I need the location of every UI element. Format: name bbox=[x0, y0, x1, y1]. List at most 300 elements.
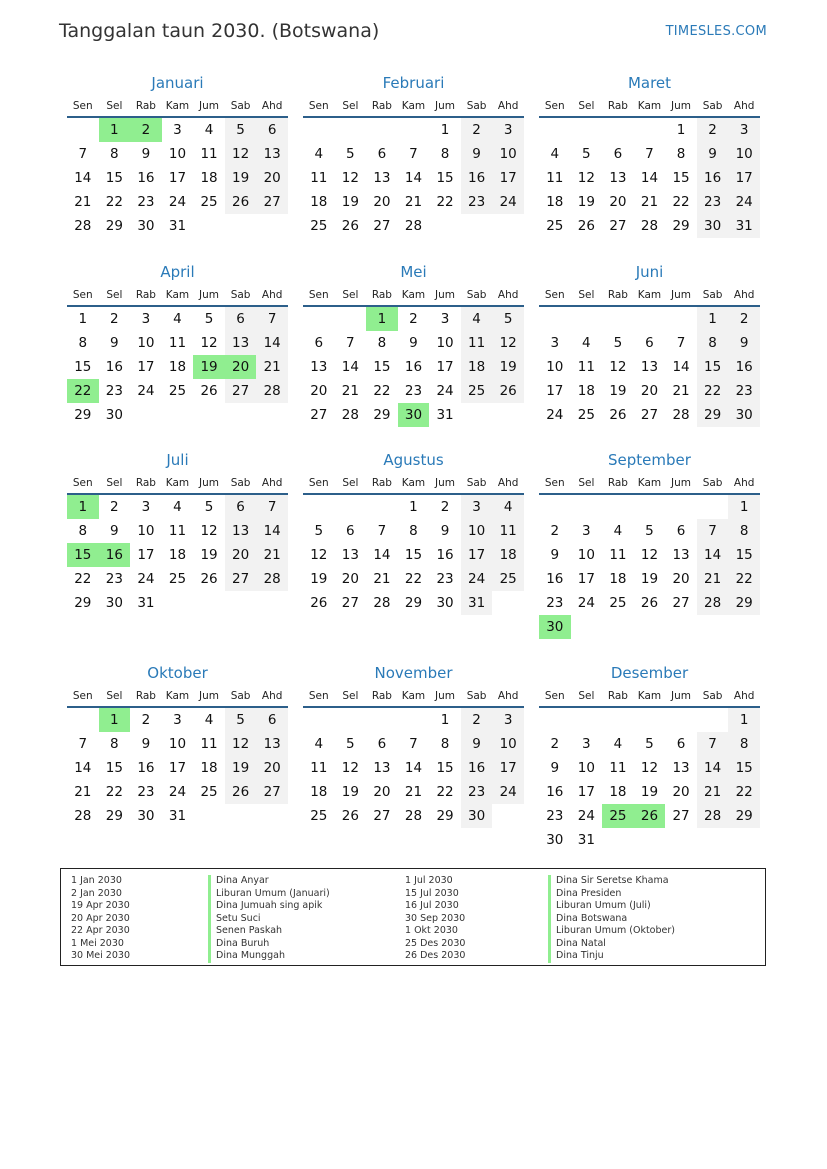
day-cell[interactable]: 5 bbox=[582, 146, 591, 162]
day-cell[interactable]: 21 bbox=[373, 571, 391, 587]
day-cell[interactable]: 29 bbox=[74, 595, 92, 611]
day-cell[interactable]: 13 bbox=[373, 760, 391, 776]
day-cell[interactable]: 5 bbox=[346, 146, 355, 162]
day-cell[interactable]: 22 bbox=[728, 780, 760, 804]
day-cell[interactable]: 20 bbox=[256, 756, 288, 780]
day-cell[interactable]: 29 bbox=[728, 804, 760, 828]
day-cell[interactable]: 23 bbox=[105, 571, 123, 587]
day-cell[interactable]: 10 bbox=[168, 146, 187, 162]
day-cell[interactable]: 4 bbox=[461, 307, 493, 331]
day-cell[interactable]: 21 bbox=[74, 784, 92, 800]
day-cell[interactable]: 11 bbox=[168, 523, 187, 539]
day-cell[interactable]: 3 bbox=[141, 499, 151, 515]
day-cell[interactable]: 16 bbox=[436, 547, 454, 563]
day-cell[interactable]: 1 bbox=[728, 708, 760, 732]
day-cell[interactable]: 3 bbox=[492, 118, 524, 142]
day-cell[interactable]: 11 bbox=[577, 359, 595, 375]
day-cell[interactable]: 13 bbox=[640, 359, 659, 375]
day-cell[interactable]: 12 bbox=[200, 335, 218, 351]
day-cell[interactable]: 22 bbox=[74, 571, 92, 587]
day-cell[interactable]: 23 bbox=[404, 383, 423, 399]
day-cell[interactable]: 28 bbox=[256, 567, 288, 591]
day-cell[interactable]: 3 bbox=[461, 495, 493, 519]
day-cell[interactable]: 22 bbox=[105, 784, 123, 800]
holiday-day-cell[interactable]: 20 bbox=[225, 355, 257, 379]
day-cell[interactable]: 23 bbox=[436, 571, 454, 587]
day-cell[interactable]: 10 bbox=[492, 142, 524, 166]
day-cell[interactable]: 4 bbox=[173, 499, 182, 515]
day-cell[interactable]: 7 bbox=[256, 495, 288, 519]
day-cell[interactable]: 19 bbox=[609, 383, 627, 399]
day-cell[interactable]: 7 bbox=[256, 307, 288, 331]
day-cell[interactable]: 23 bbox=[546, 595, 564, 611]
day-cell[interactable]: 11 bbox=[168, 335, 187, 351]
day-cell[interactable]: 4 bbox=[550, 146, 560, 162]
day-cell[interactable]: 11 bbox=[310, 760, 328, 776]
day-cell[interactable]: 8 bbox=[440, 146, 450, 162]
day-cell[interactable]: 16 bbox=[137, 170, 155, 186]
day-cell[interactable]: 22 bbox=[672, 194, 690, 210]
day-cell[interactable]: 30 bbox=[728, 403, 760, 427]
day-cell[interactable]: 17 bbox=[168, 760, 187, 776]
day-cell[interactable]: 21 bbox=[672, 383, 690, 399]
day-cell[interactable]: 3 bbox=[173, 122, 182, 138]
day-cell[interactable]: 1 bbox=[697, 307, 729, 331]
day-cell[interactable]: 28 bbox=[640, 218, 659, 234]
day-cell[interactable]: 31 bbox=[137, 595, 155, 611]
day-cell[interactable]: 12 bbox=[640, 760, 659, 776]
day-cell[interactable]: 12 bbox=[609, 359, 627, 375]
day-cell[interactable]: 12 bbox=[341, 760, 359, 776]
day-cell[interactable]: 28 bbox=[672, 407, 690, 423]
day-cell[interactable]: 20 bbox=[609, 194, 627, 210]
day-cell[interactable]: 28 bbox=[404, 218, 423, 234]
day-cell[interactable]: 8 bbox=[440, 736, 450, 752]
day-cell[interactable]: 24 bbox=[577, 808, 595, 824]
day-cell[interactable]: 11 bbox=[546, 170, 564, 186]
day-cell[interactable]: 29 bbox=[697, 403, 729, 427]
day-cell[interactable]: 29 bbox=[105, 218, 123, 234]
day-cell[interactable]: 22 bbox=[697, 379, 729, 403]
day-cell[interactable]: 28 bbox=[373, 595, 391, 611]
day-cell[interactable]: 8 bbox=[728, 519, 760, 543]
day-cell[interactable]: 12 bbox=[200, 523, 218, 539]
holiday-day-cell[interactable]: 1 bbox=[67, 495, 99, 519]
day-cell[interactable]: 8 bbox=[110, 146, 119, 162]
day-cell[interactable]: 7 bbox=[697, 519, 729, 543]
day-cell[interactable]: 9 bbox=[550, 547, 560, 563]
day-cell[interactable]: 21 bbox=[256, 543, 288, 567]
day-cell[interactable]: 14 bbox=[74, 170, 92, 186]
day-cell[interactable]: 1 bbox=[409, 499, 418, 515]
day-cell[interactable]: 7 bbox=[697, 732, 729, 756]
day-cell[interactable]: 21 bbox=[404, 784, 423, 800]
day-cell[interactable]: 27 bbox=[640, 407, 659, 423]
day-cell[interactable]: 5 bbox=[225, 118, 257, 142]
day-cell[interactable]: 24 bbox=[168, 784, 187, 800]
day-cell[interactable]: 4 bbox=[173, 311, 182, 327]
day-cell[interactable]: 15 bbox=[373, 359, 391, 375]
day-cell[interactable]: 7 bbox=[346, 335, 355, 351]
day-cell[interactable]: 8 bbox=[409, 523, 418, 539]
day-cell[interactable]: 3 bbox=[492, 708, 524, 732]
day-cell[interactable]: 29 bbox=[672, 218, 690, 234]
day-cell[interactable]: 3 bbox=[141, 311, 151, 327]
day-cell[interactable]: 28 bbox=[256, 379, 288, 403]
day-cell[interactable]: 29 bbox=[436, 808, 454, 824]
day-cell[interactable]: 8 bbox=[110, 736, 119, 752]
day-cell[interactable]: 1 bbox=[440, 712, 450, 728]
day-cell[interactable]: 6 bbox=[676, 523, 686, 539]
day-cell[interactable]: 2 bbox=[550, 523, 560, 539]
day-cell[interactable]: 18 bbox=[310, 784, 328, 800]
day-cell[interactable]: 25 bbox=[492, 567, 524, 591]
day-cell[interactable]: 24 bbox=[728, 190, 760, 214]
day-cell[interactable]: 25 bbox=[200, 194, 218, 210]
day-cell[interactable]: 10 bbox=[436, 335, 454, 351]
day-cell[interactable]: 14 bbox=[74, 760, 92, 776]
day-cell[interactable]: 11 bbox=[492, 519, 524, 543]
day-cell[interactable]: 4 bbox=[492, 495, 524, 519]
day-cell[interactable]: 25 bbox=[461, 379, 493, 403]
day-cell[interactable]: 15 bbox=[436, 760, 454, 776]
day-cell[interactable]: 6 bbox=[225, 307, 257, 331]
day-cell[interactable]: 16 bbox=[546, 784, 564, 800]
day-cell[interactable]: 5 bbox=[492, 307, 524, 331]
day-cell[interactable]: 15 bbox=[74, 359, 92, 375]
day-cell[interactable]: 22 bbox=[436, 784, 454, 800]
day-cell[interactable]: 8 bbox=[676, 146, 686, 162]
day-cell[interactable]: 14 bbox=[697, 543, 729, 567]
day-cell[interactable]: 7 bbox=[78, 146, 88, 162]
day-cell[interactable]: 30 bbox=[461, 804, 493, 828]
day-cell[interactable]: 15 bbox=[404, 547, 423, 563]
day-cell[interactable]: 7 bbox=[377, 523, 387, 539]
day-cell[interactable]: 20 bbox=[672, 784, 690, 800]
day-cell[interactable]: 24 bbox=[137, 383, 155, 399]
day-cell[interactable]: 16 bbox=[697, 166, 729, 190]
day-cell[interactable]: 7 bbox=[409, 146, 418, 162]
day-cell[interactable]: 6 bbox=[256, 708, 288, 732]
day-cell[interactable]: 18 bbox=[577, 383, 595, 399]
day-cell[interactable]: 31 bbox=[577, 832, 595, 848]
day-cell[interactable]: 27 bbox=[256, 190, 288, 214]
day-cell[interactable]: 29 bbox=[373, 407, 391, 423]
holiday-day-cell[interactable]: 16 bbox=[99, 543, 131, 567]
day-cell[interactable]: 19 bbox=[225, 166, 257, 190]
day-cell[interactable]: 26 bbox=[609, 407, 627, 423]
day-cell[interactable]: 4 bbox=[613, 523, 623, 539]
day-cell[interactable]: 13 bbox=[373, 170, 391, 186]
day-cell[interactable]: 19 bbox=[341, 194, 359, 210]
day-cell[interactable]: 26 bbox=[640, 595, 659, 611]
day-cell[interactable]: 18 bbox=[310, 194, 328, 210]
day-cell[interactable]: 14 bbox=[341, 359, 359, 375]
day-cell[interactable]: 20 bbox=[373, 784, 391, 800]
day-cell[interactable]: 20 bbox=[310, 383, 328, 399]
day-cell[interactable]: 10 bbox=[728, 142, 760, 166]
day-cell[interactable]: 15 bbox=[728, 543, 760, 567]
holiday-day-cell[interactable]: 15 bbox=[67, 543, 99, 567]
day-cell[interactable]: 10 bbox=[137, 335, 155, 351]
day-cell[interactable]: 24 bbox=[492, 780, 524, 804]
day-cell[interactable]: 26 bbox=[225, 190, 257, 214]
day-cell[interactable]: 24 bbox=[168, 194, 187, 210]
holiday-day-cell[interactable]: 1 bbox=[99, 118, 131, 142]
day-cell[interactable]: 31 bbox=[168, 808, 187, 824]
day-cell[interactable]: 23 bbox=[697, 190, 729, 214]
day-cell[interactable]: 20 bbox=[640, 383, 659, 399]
day-cell[interactable]: 23 bbox=[137, 784, 155, 800]
day-cell[interactable]: 5 bbox=[204, 499, 214, 515]
day-cell[interactable]: 30 bbox=[546, 832, 564, 848]
day-cell[interactable]: 12 bbox=[310, 547, 328, 563]
day-cell[interactable]: 15 bbox=[105, 170, 123, 186]
day-cell[interactable]: 26 bbox=[200, 383, 218, 399]
day-cell[interactable]: 13 bbox=[225, 519, 257, 543]
day-cell[interactable]: 18 bbox=[609, 571, 627, 587]
day-cell[interactable]: 24 bbox=[546, 407, 564, 423]
day-cell[interactable]: 18 bbox=[168, 547, 187, 563]
day-cell[interactable]: 30 bbox=[697, 214, 729, 238]
day-cell[interactable]: 18 bbox=[461, 355, 493, 379]
day-cell[interactable]: 14 bbox=[697, 756, 729, 780]
day-cell[interactable]: 4 bbox=[204, 712, 214, 728]
day-cell[interactable]: 4 bbox=[314, 736, 324, 752]
day-cell[interactable]: 6 bbox=[377, 146, 387, 162]
day-cell[interactable]: 5 bbox=[645, 523, 654, 539]
day-cell[interactable]: 30 bbox=[137, 218, 155, 234]
day-cell[interactable]: 26 bbox=[577, 218, 595, 234]
day-cell[interactable]: 27 bbox=[310, 407, 328, 423]
day-cell[interactable]: 26 bbox=[200, 571, 218, 587]
day-cell[interactable]: 3 bbox=[440, 311, 450, 327]
day-cell[interactable]: 8 bbox=[728, 732, 760, 756]
day-cell[interactable]: 19 bbox=[640, 784, 659, 800]
day-cell[interactable]: 8 bbox=[377, 335, 387, 351]
day-cell[interactable]: 20 bbox=[373, 194, 391, 210]
day-cell[interactable]: 22 bbox=[436, 194, 454, 210]
day-cell[interactable]: 2 bbox=[110, 311, 119, 327]
day-cell[interactable]: 28 bbox=[697, 591, 729, 615]
day-cell[interactable]: 18 bbox=[609, 784, 627, 800]
day-cell[interactable]: 24 bbox=[461, 567, 493, 591]
day-cell[interactable]: 27 bbox=[225, 379, 257, 403]
day-cell[interactable]: 27 bbox=[373, 808, 391, 824]
day-cell[interactable]: 9 bbox=[110, 335, 119, 351]
day-cell[interactable]: 14 bbox=[256, 331, 288, 355]
day-cell[interactable]: 16 bbox=[404, 359, 423, 375]
day-cell[interactable]: 13 bbox=[256, 732, 288, 756]
day-cell[interactable]: 25 bbox=[200, 784, 218, 800]
day-cell[interactable]: 17 bbox=[436, 359, 454, 375]
day-cell[interactable]: 2 bbox=[461, 708, 493, 732]
holiday-day-cell[interactable]: 22 bbox=[67, 379, 99, 403]
holiday-day-cell[interactable]: 19 bbox=[193, 355, 225, 379]
day-cell[interactable]: 24 bbox=[577, 595, 595, 611]
day-cell[interactable]: 31 bbox=[461, 591, 493, 615]
day-cell[interactable]: 19 bbox=[200, 547, 218, 563]
day-cell[interactable]: 21 bbox=[341, 383, 359, 399]
day-cell[interactable]: 13 bbox=[225, 331, 257, 355]
day-cell[interactable]: 2 bbox=[550, 736, 560, 752]
day-cell[interactable]: 11 bbox=[461, 331, 493, 355]
day-cell[interactable]: 15 bbox=[728, 756, 760, 780]
day-cell[interactable]: 3 bbox=[582, 523, 591, 539]
day-cell[interactable]: 27 bbox=[672, 595, 690, 611]
day-cell[interactable]: 19 bbox=[577, 194, 595, 210]
day-cell[interactable]: 25 bbox=[310, 218, 328, 234]
day-cell[interactable]: 31 bbox=[436, 407, 454, 423]
day-cell[interactable]: 24 bbox=[137, 571, 155, 587]
day-cell[interactable]: 14 bbox=[640, 170, 659, 186]
day-cell[interactable]: 17 bbox=[137, 359, 155, 375]
day-cell[interactable]: 18 bbox=[200, 170, 218, 186]
day-cell[interactable]: 16 bbox=[105, 359, 123, 375]
day-cell[interactable]: 12 bbox=[225, 142, 257, 166]
day-cell[interactable]: 13 bbox=[672, 760, 690, 776]
day-cell[interactable]: 14 bbox=[256, 519, 288, 543]
holiday-day-cell[interactable]: 30 bbox=[539, 615, 571, 639]
day-cell[interactable]: 5 bbox=[225, 708, 257, 732]
day-cell[interactable]: 21 bbox=[256, 355, 288, 379]
day-cell[interactable]: 15 bbox=[697, 355, 729, 379]
day-cell[interactable]: 10 bbox=[168, 736, 187, 752]
day-cell[interactable]: 25 bbox=[310, 808, 328, 824]
day-cell[interactable]: 9 bbox=[440, 523, 450, 539]
day-cell[interactable]: 20 bbox=[225, 543, 257, 567]
day-cell[interactable]: 21 bbox=[697, 780, 729, 804]
day-cell[interactable]: 11 bbox=[609, 547, 627, 563]
holiday-day-cell[interactable]: 1 bbox=[366, 307, 398, 331]
day-cell[interactable]: 22 bbox=[728, 567, 760, 591]
day-cell[interactable]: 2 bbox=[141, 712, 151, 728]
day-cell[interactable]: 16 bbox=[461, 756, 493, 780]
day-cell[interactable]: 13 bbox=[341, 547, 359, 563]
day-cell[interactable]: 3 bbox=[550, 335, 560, 351]
day-cell[interactable]: 28 bbox=[404, 808, 423, 824]
day-cell[interactable]: 29 bbox=[404, 595, 423, 611]
day-cell[interactable]: 1 bbox=[440, 122, 450, 138]
day-cell[interactable]: 28 bbox=[697, 804, 729, 828]
day-cell[interactable]: 1 bbox=[78, 311, 88, 327]
day-cell[interactable]: 5 bbox=[204, 311, 214, 327]
brand-logo-text[interactable]: TIMESLES.COM bbox=[665, 24, 767, 39]
day-cell[interactable]: 7 bbox=[409, 736, 418, 752]
day-cell[interactable]: 17 bbox=[492, 756, 524, 780]
day-cell[interactable]: 7 bbox=[78, 736, 88, 752]
day-cell[interactable]: 23 bbox=[728, 379, 760, 403]
day-cell[interactable]: 13 bbox=[672, 547, 690, 563]
day-cell[interactable]: 9 bbox=[697, 142, 729, 166]
day-cell[interactable]: 17 bbox=[577, 784, 595, 800]
day-cell[interactable]: 21 bbox=[697, 567, 729, 591]
day-cell[interactable]: 29 bbox=[728, 591, 760, 615]
day-cell[interactable]: 22 bbox=[404, 571, 423, 587]
day-cell[interactable]: 5 bbox=[314, 523, 324, 539]
day-cell[interactable]: 10 bbox=[492, 732, 524, 756]
day-cell[interactable]: 18 bbox=[492, 543, 524, 567]
day-cell[interactable]: 25 bbox=[168, 383, 187, 399]
holiday-day-cell[interactable]: 1 bbox=[99, 708, 131, 732]
day-cell[interactable]: 10 bbox=[577, 547, 595, 563]
day-cell[interactable]: 31 bbox=[728, 214, 760, 238]
day-cell[interactable]: 23 bbox=[546, 808, 564, 824]
day-cell[interactable]: 13 bbox=[256, 142, 288, 166]
day-cell[interactable]: 19 bbox=[225, 756, 257, 780]
day-cell[interactable]: 9 bbox=[110, 523, 119, 539]
day-cell[interactable]: 18 bbox=[168, 359, 187, 375]
day-cell[interactable]: 21 bbox=[74, 194, 92, 210]
day-cell[interactable]: 2 bbox=[728, 307, 760, 331]
day-cell[interactable]: 15 bbox=[672, 170, 690, 186]
day-cell[interactable]: 2 bbox=[110, 499, 119, 515]
day-cell[interactable]: 26 bbox=[310, 595, 328, 611]
day-cell[interactable]: 17 bbox=[137, 547, 155, 563]
day-cell[interactable]: 3 bbox=[173, 712, 182, 728]
day-cell[interactable]: 10 bbox=[577, 760, 595, 776]
day-cell[interactable]: 9 bbox=[461, 732, 493, 756]
day-cell[interactable]: 18 bbox=[200, 760, 218, 776]
day-cell[interactable]: 1 bbox=[676, 122, 686, 138]
day-cell[interactable]: 6 bbox=[225, 495, 257, 519]
day-cell[interactable]: 9 bbox=[141, 146, 151, 162]
day-cell[interactable]: 17 bbox=[492, 166, 524, 190]
day-cell[interactable]: 11 bbox=[200, 736, 218, 752]
day-cell[interactable]: 30 bbox=[105, 407, 123, 423]
day-cell[interactable]: 18 bbox=[546, 194, 564, 210]
day-cell[interactable]: 20 bbox=[256, 166, 288, 190]
day-cell[interactable]: 17 bbox=[168, 170, 187, 186]
day-cell[interactable]: 30 bbox=[105, 595, 123, 611]
day-cell[interactable]: 7 bbox=[645, 146, 654, 162]
day-cell[interactable]: 6 bbox=[676, 736, 686, 752]
holiday-day-cell[interactable]: 25 bbox=[602, 804, 634, 828]
day-cell[interactable]: 8 bbox=[78, 523, 88, 539]
day-cell[interactable]: 22 bbox=[373, 383, 391, 399]
day-cell[interactable]: 4 bbox=[582, 335, 591, 351]
day-cell[interactable]: 27 bbox=[225, 567, 257, 591]
holiday-day-cell[interactable]: 26 bbox=[634, 804, 666, 828]
day-cell[interactable]: 12 bbox=[341, 170, 359, 186]
day-cell[interactable]: 21 bbox=[640, 194, 659, 210]
day-cell[interactable]: 27 bbox=[256, 780, 288, 804]
day-cell[interactable]: 2 bbox=[409, 311, 418, 327]
day-cell[interactable]: 9 bbox=[409, 335, 418, 351]
day-cell[interactable]: 11 bbox=[609, 760, 627, 776]
day-cell[interactable]: 31 bbox=[168, 218, 187, 234]
day-cell[interactable]: 2 bbox=[461, 118, 493, 142]
day-cell[interactable]: 1 bbox=[728, 495, 760, 519]
day-cell[interactable]: 25 bbox=[546, 218, 564, 234]
day-cell[interactable]: 29 bbox=[105, 808, 123, 824]
day-cell[interactable]: 9 bbox=[550, 760, 560, 776]
day-cell[interactable]: 11 bbox=[310, 170, 328, 186]
day-cell[interactable]: 28 bbox=[74, 218, 92, 234]
day-cell[interactable]: 15 bbox=[105, 760, 123, 776]
day-cell[interactable]: 30 bbox=[137, 808, 155, 824]
day-cell[interactable]: 12 bbox=[225, 732, 257, 756]
day-cell[interactable]: 27 bbox=[609, 218, 627, 234]
day-cell[interactable]: 24 bbox=[436, 383, 454, 399]
holiday-day-cell[interactable]: 2 bbox=[130, 118, 162, 142]
day-cell[interactable]: 14 bbox=[404, 760, 423, 776]
day-cell[interactable]: 5 bbox=[613, 335, 623, 351]
day-cell[interactable]: 16 bbox=[728, 355, 760, 379]
day-cell[interactable]: 8 bbox=[697, 331, 729, 355]
day-cell[interactable]: 9 bbox=[461, 142, 493, 166]
day-cell[interactable]: 9 bbox=[141, 736, 151, 752]
